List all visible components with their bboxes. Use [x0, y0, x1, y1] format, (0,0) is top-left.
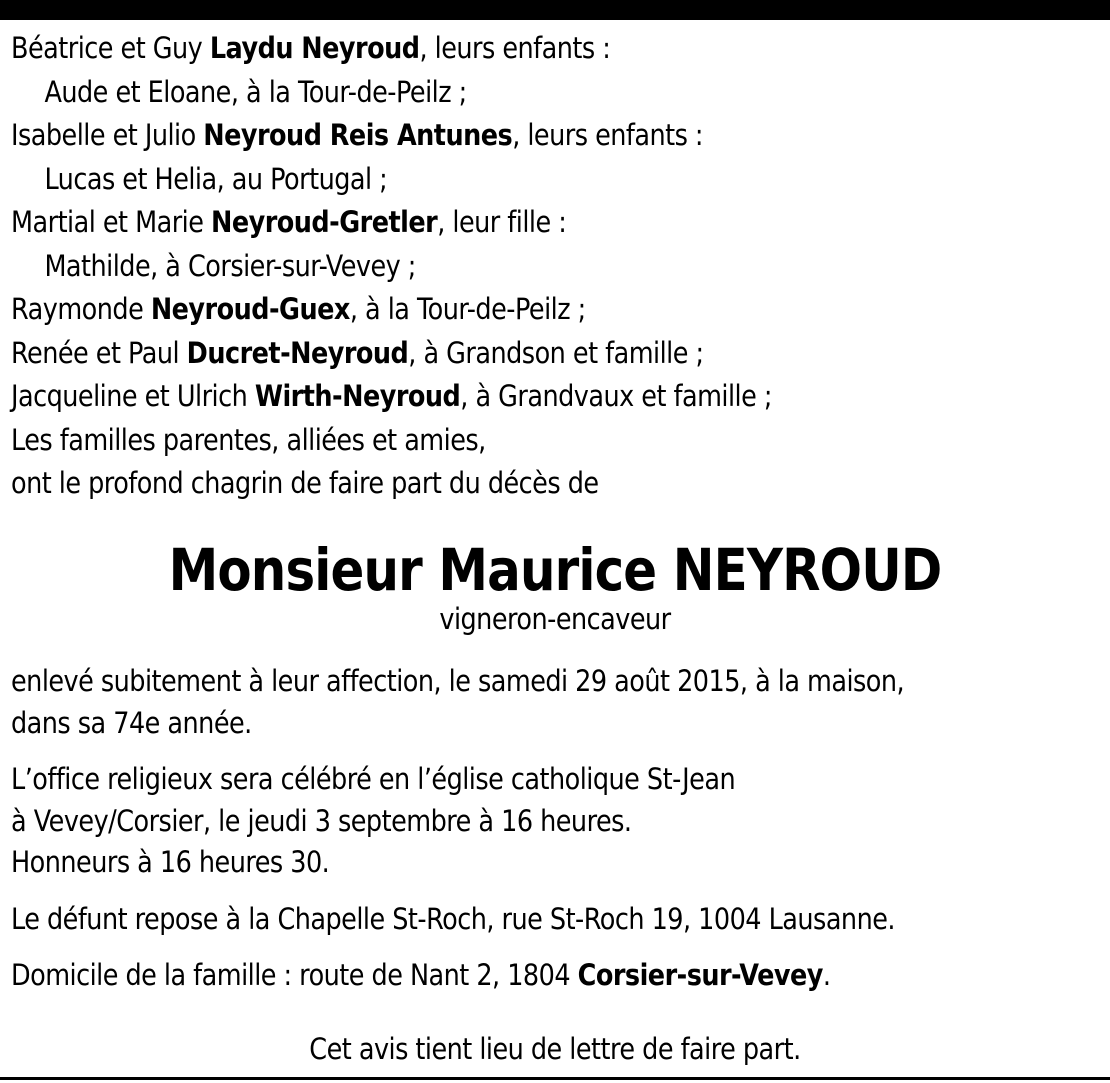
family-surname: Ducret-Neyroud — [186, 335, 409, 370]
announcement-line: enlevé subitement à leur affection, le samedi 29 août 2015, à la maison, — [11, 664, 905, 698]
family-surname: Laydu Neyroud — [209, 31, 420, 65]
family-line: Aude et Eloane, à la Tour-de-Peilz ; — [44, 74, 467, 109]
domicile-town: Corsier-sur-Vevey — [577, 958, 823, 992]
deceased-block — [0, 536, 1110, 634]
deceased-name: Monsieur Maurice NEYROUD — [168, 536, 942, 604]
domicile-line: Domicile de la famille : route de Nant 2, 1804 Corsier-sur-Vevey. — [11, 958, 831, 992]
family-line: Mathilde, à Corsier-sur-Vevey ; — [44, 248, 416, 283]
bottom-rule — [0, 1077, 1110, 1080]
family-line: Martial et Marie Neyroud-Gretler, leur fille : — [11, 205, 567, 239]
announcement-line: dans sa 74e année. — [11, 705, 252, 740]
notice-body — [11, 661, 1102, 997]
family-line: Lucas et Helia, au Portugal ; — [44, 161, 388, 196]
family-surname: Neyroud-Guex — [150, 292, 350, 326]
family-line: Renée et Paul Ducret-Neyroud, à Grandson et famille ; — [11, 335, 704, 370]
family-line: Béatrice et Guy Laydu Neyroud, leurs enfants : — [11, 31, 611, 65]
service-line: à Vevey/Corsier, le jeudi 3 septembre à 16 heures. — [11, 803, 632, 838]
top-rule — [0, 0, 1110, 20]
family-line: Jacqueline et Ulrich Wirth-Neyroud, à Grandvaux et famille ; — [11, 379, 772, 413]
closing-line: Cet avis tient lieu de lettre de faire part. — [309, 1032, 801, 1066]
family-line: ont le profond chagrin de faire part du décès de — [11, 466, 599, 500]
family-line: Isabelle et Julio Neyroud Reis Antunes, leurs enfants : — [11, 118, 704, 152]
service-line: Honneurs à 16 heures 30. — [11, 845, 330, 879]
family-line: Les familles parentes, alliées et amies, — [11, 422, 486, 457]
deceased-profession: vigneron-encaveur — [439, 602, 671, 636]
service-line: L’office religieux sera célébré en l’église catholique St-Jean — [11, 762, 736, 796]
family-surname: Wirth-Neyroud — [254, 379, 461, 413]
family-surname: Neyroud-Gretler — [210, 205, 438, 239]
family-list — [11, 27, 972, 506]
family-line: Raymonde Neyroud-Guex, à la Tour-de-Peilz ; — [11, 292, 586, 326]
family-surname: Neyroud Reis Antunes — [203, 118, 513, 152]
repose-line: Le défunt repose à la Chapelle St-Roch, rue St-Roch 19, 1004 Lausanne. — [11, 901, 895, 936]
